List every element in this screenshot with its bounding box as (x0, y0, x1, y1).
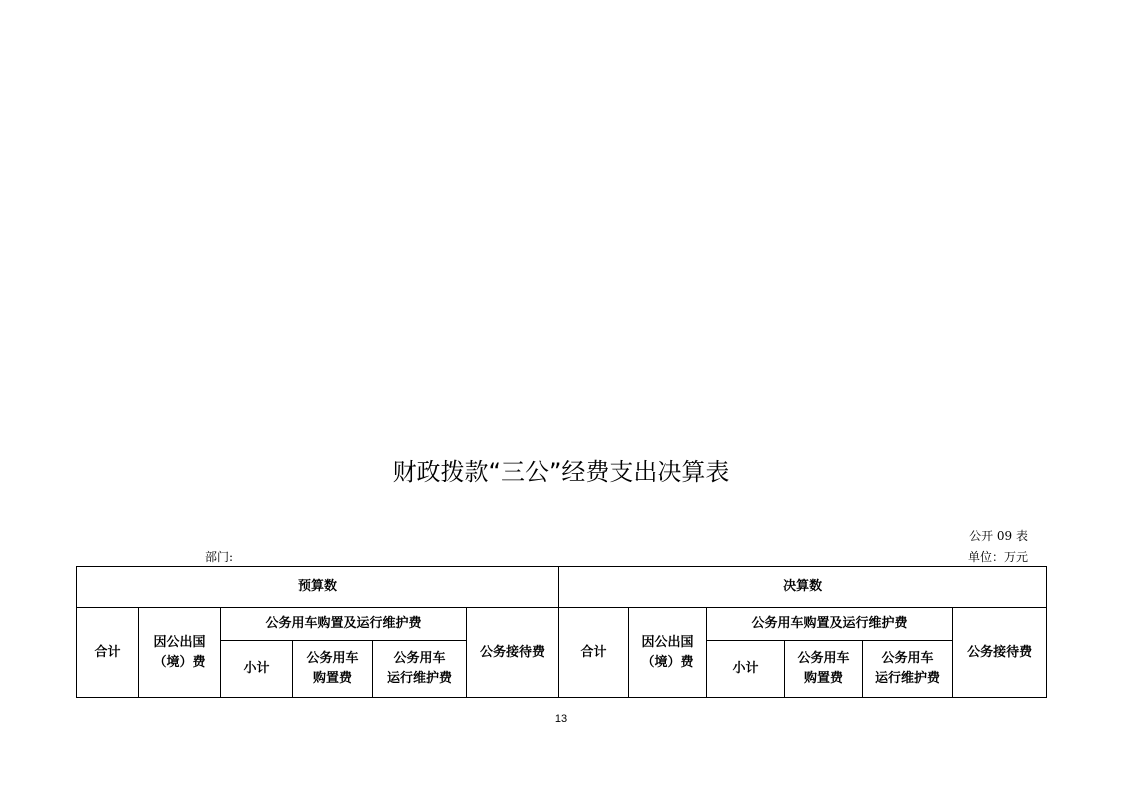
final-vehicle-purchase-line1: 公务用车 (797, 651, 850, 666)
final-abroad-line1: 因公出国 (641, 634, 694, 650)
final-abroad-line2: （境）费 (641, 654, 694, 670)
final-vehicle-operation-header (863, 641, 953, 698)
page-number: 13 (554, 713, 568, 725)
department-label: 部门: (205, 550, 234, 564)
budget-abroad-line1: 因公出国 (153, 634, 206, 650)
form-number: 公开 09 表 (969, 529, 1028, 543)
budget-total-header: 合计 (77, 608, 139, 698)
table-header-row-2 (77, 608, 1047, 641)
final-vehicle-purchase-line2: 购置费 (804, 671, 844, 686)
budget-group-header: 预算数 (77, 567, 559, 608)
final-vehicle-group-header: 公务用车购置及运行维护费 (707, 608, 953, 641)
three-public-expenses-table (76, 566, 1047, 698)
budget-abroad-line2: （境）费 (153, 654, 206, 670)
budget-vehicle-purchase-line1: 公务用车 (306, 651, 359, 666)
budget-reception-header: 公务接待费 (467, 608, 559, 698)
budget-vehicle-operation-line2: 运行维护费 (386, 671, 452, 686)
final-total-header: 合计 (559, 608, 629, 698)
budget-vehicle-group-header: 公务用车购置及运行维护费 (221, 608, 467, 641)
final-vehicle-operation-line1: 公务用车 (881, 651, 934, 666)
unit-label: 单位：万元 (967, 550, 1028, 564)
budget-vehicle-operation-header (373, 641, 467, 698)
final-subtotal-header: 小计 (707, 641, 785, 698)
budget-vehicle-purchase-line2: 购置费 (312, 671, 352, 686)
budget-vehicle-operation-line1: 公务用车 (393, 651, 446, 666)
final-reception-header: 公务接待费 (953, 608, 1047, 698)
final-group-header: 决算数 (559, 567, 1047, 608)
budget-subtotal-header: 小计 (221, 641, 293, 698)
final-abroad-header (629, 608, 707, 698)
final-vehicle-operation-line2: 运行维护费 (875, 671, 941, 686)
budget-vehicle-purchase-header (293, 641, 373, 698)
budget-abroad-header (139, 608, 221, 698)
table-header-row-1 (77, 567, 1047, 608)
final-vehicle-purchase-header (785, 641, 863, 698)
page-title: 财政拨款“三公”经费支出决算表 (392, 458, 730, 486)
